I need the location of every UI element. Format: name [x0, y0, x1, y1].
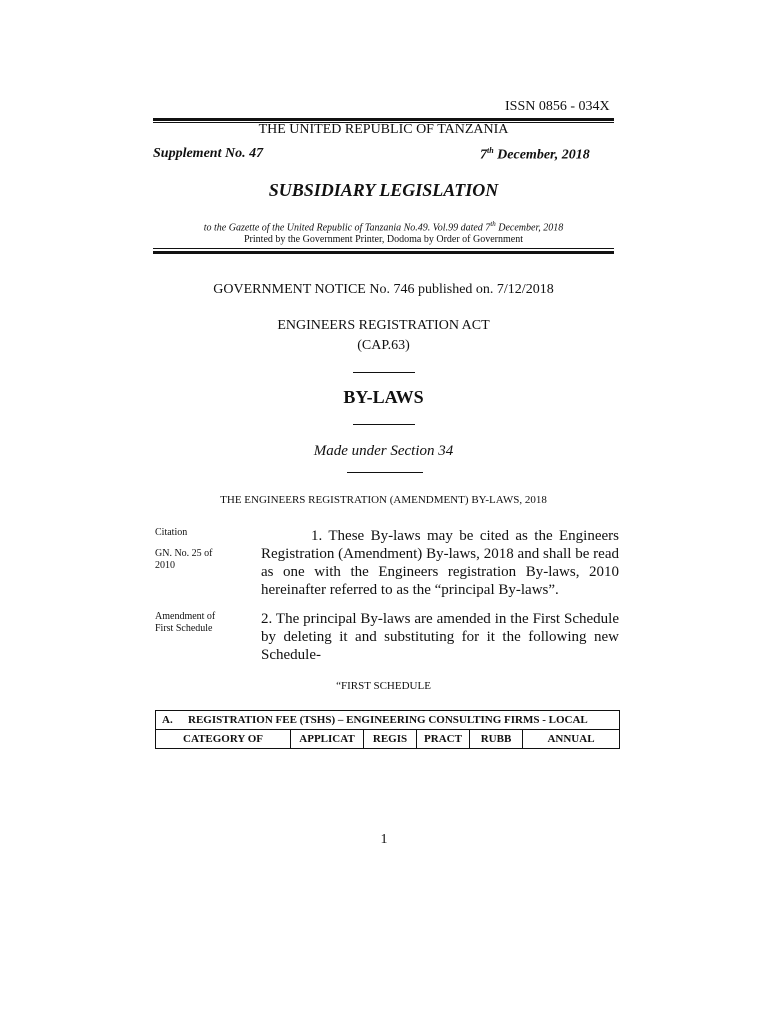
supplement-number: Supplement No. 47 [153, 146, 264, 161]
margin-note-amendment: Amendment of First Schedule [155, 611, 216, 634]
made-under-section: Made under Section 34 [313, 443, 454, 459]
section-1-text: 1. These By-laws may be cited as the Engineers Registration (Amendment) By-laws, 2018 and shall be read as one with the Engineers registration By-laws, 2010 hereinafter referred to as the “principal By-laws”. [261, 528, 619, 598]
subsidiary-legislation-heading: SUBSIDIARY LEGISLATION [268, 180, 499, 200]
registration-fee-table [155, 710, 620, 749]
section-title: REGISTRATION FEE (TSHS) – ENGINEERING CONSULTING FIRMS - LOCAL [188, 714, 588, 726]
issn-number: ISSN 0856 - 034X [505, 99, 610, 114]
column-header: REGIS [364, 730, 417, 749]
gazette-reference: to the Gazette of the United Republic of Tanzania No.49. Vol.99 dated 7th December, 2018 [203, 220, 564, 234]
bylaws-heading: BY-LAWS [343, 387, 424, 407]
header-rule-top [153, 118, 614, 121]
divider-1 [353, 372, 415, 373]
act-chapter: (CAP.63) [357, 338, 410, 353]
divider-3 [347, 472, 423, 473]
table-section-row [156, 711, 620, 730]
column-header: ANNUAL [523, 730, 620, 749]
header-rule-bottom-thin [153, 248, 614, 249]
margin-note-gn: GN. No. 25 of 2010 [155, 548, 213, 571]
header-rule-bottom [153, 251, 614, 254]
gazette-date: 7th December, 2018 [480, 146, 590, 163]
section-2-text: 2. The principal By-laws are amended in the First Schedule by deleting it and substituting for it the following new Schedule- [261, 611, 619, 663]
table-header-row [156, 730, 620, 749]
page-number: 1 [380, 832, 388, 847]
column-header: CATEGORY OF [156, 730, 291, 749]
printer-note: Printed by the Government Printer, Dodoma by Order of Government [244, 234, 523, 245]
section-letter: A. [162, 714, 173, 726]
act-title: ENGINEERS REGISTRATION ACT [277, 318, 490, 333]
bylaws-title: THE ENGINEERS REGISTRATION (AMENDMENT) BY-LAWS, 2018 [220, 494, 547, 506]
column-header: APPLICAT [291, 730, 364, 749]
column-header: RUBB [470, 730, 523, 749]
government-notice: GOVERNMENT NOTICE No. 746 published on. 7/12/2018 [213, 282, 554, 297]
schedule-title: “FIRST SCHEDULE [336, 680, 431, 692]
republic-title: THE UNITED REPUBLIC OF TANZANIA [258, 122, 509, 137]
column-header: PRACT [417, 730, 470, 749]
divider-2 [353, 424, 415, 425]
table-section-cell [156, 711, 620, 730]
margin-note-citation: Citation [155, 527, 188, 538]
